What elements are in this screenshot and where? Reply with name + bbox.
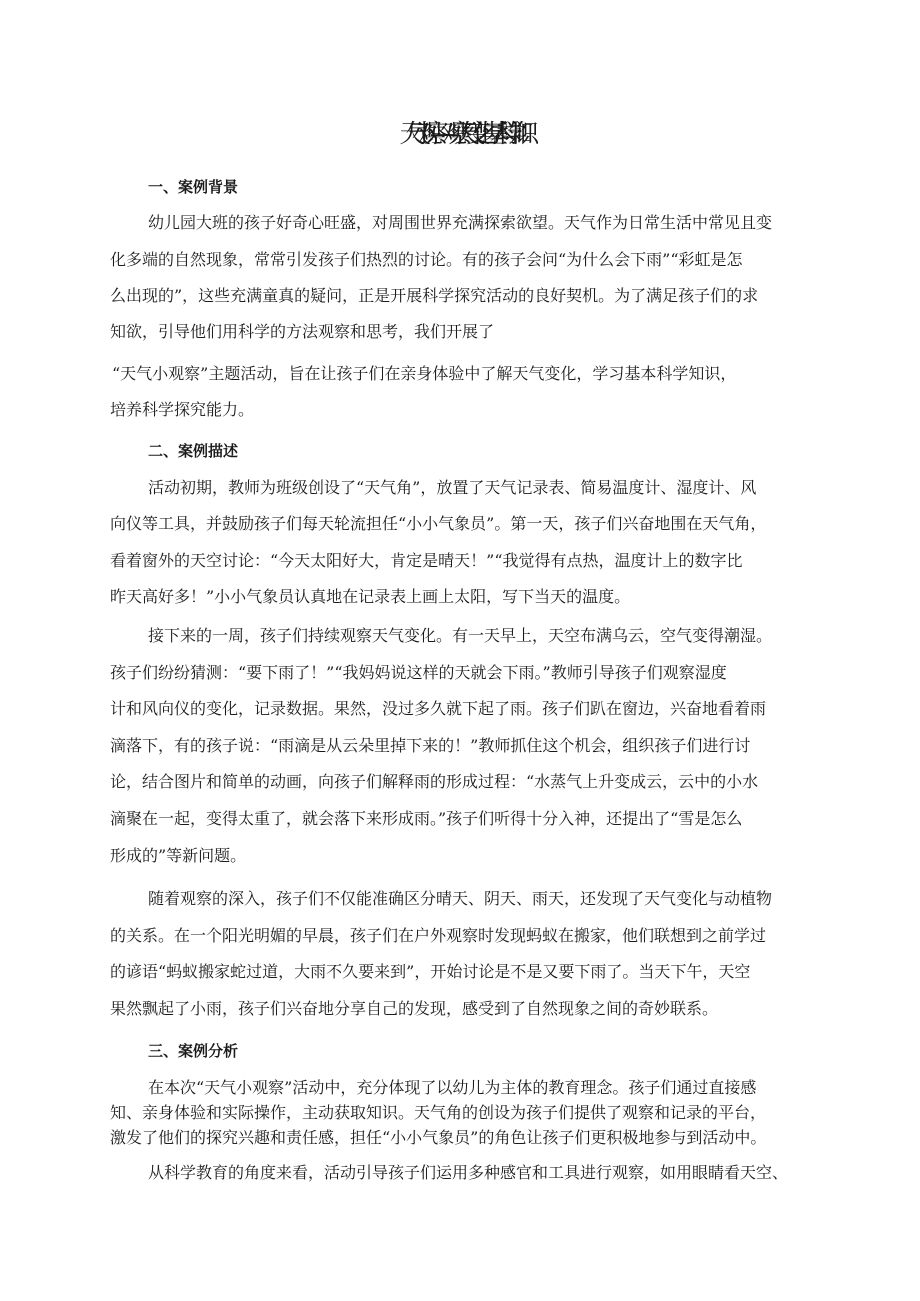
paragraph-line: 昨天高好多！”小小气象员认真地在记录表上画上太阳，写下当天的温度。	[110, 587, 631, 606]
paragraph-line: 培养科学探究能力。	[110, 400, 255, 419]
paragraph-line: 知欲，引导他们用科学的方法观察和思考，我们开展了	[110, 322, 495, 341]
paragraph-line: 果然飘起了小雨，孩子们兴奋地分享自己的发现，感受到了自然现象之间的奇妙联系。	[110, 999, 719, 1018]
paragraph-line: 形成的”等新问题。	[110, 846, 247, 865]
paragraph-line: 随着观察的深入，孩子们不仅能准确区分晴天、阴天、雨天，还发现了天气变化与动植物	[148, 889, 773, 908]
paragraph-line: 活动初期，教师为班级创设了“天气角”，放置了天气记录表、简易温度计、湿度计、风	[148, 478, 757, 497]
paragraph-line: 的谚语“蚂蚁搬家蛇过道，大雨不久要来到”，开始讨论是不是又要下雨了。当天下午，天空	[110, 962, 751, 981]
paragraph-line: 看着窗外的天空讨论：“今天太阳好大，肯定是晴天！”“我觉得有点热，温度计上的数字比	[110, 551, 743, 570]
paragraph-line: 从科学教育的角度来看，活动引导孩子们运用多种感官和工具进行观察，如用眼睛看天空、	[148, 1163, 789, 1182]
paragraph-line: 么出现的”，这些充满童真的疑问，正是开展科学探究活动的良好契机。为了满足孩子们的求	[110, 286, 759, 305]
section-heading-analysis: 三、案例分析	[148, 1042, 239, 1060]
section-heading-background: 一、案例背景	[148, 178, 239, 196]
paragraph-line: 幼儿园大班的孩子好奇心旺盛，对周围世界充满探索欲望。天气作为日常生活中常见且变	[148, 213, 773, 232]
section-heading-description: 二、案例描述	[148, 442, 239, 460]
paragraph-line: “天气小观察”主题活动，旨在让孩子们在亲身体验中了解天气变化，学习基本科学知识，	[112, 364, 737, 383]
paragraph-line: 激发了他们的探究兴趣和责任感，担任“小小气象员”的角色让孩子们更积极地参与到活动中。	[110, 1128, 767, 1147]
paragraph-line: 在本次“天气小观察”活动中，充分体现了以幼儿为主体的教育理念。孩子们通过直接感	[148, 1078, 757, 1097]
paragraph-line: 滴聚在一起，变得太重了，就会落下来形成雨。”孩子们听得十分入神，还提出了“雪是怎么	[110, 809, 743, 828]
paragraph-line: 的关系。在一个阳光明媚的早晨，孩子们在户外观察时发现蚂蚁在搬家，他们联想到之前学过	[110, 926, 767, 945]
paragraph-line: 计和风向仪的变化，记录数据。果然，没过多久就下起了雨。孩子们趴在窗边，兴奋地看着雨	[110, 699, 767, 718]
document-title: 天气小观察——观察天气变化与基本科学知识	[399, 119, 521, 148]
paragraph-line: 向仪等工具，并鼓励孩子们每天轮流担任“小小气象员”。第一天，孩子们兴奋地围在天气角，	[110, 514, 767, 533]
paragraph-line: 滴落下，有的孩子说：“雨滴是从云朵里掉下来的！”教师抓住这个机会，组织孩子们进行讨	[110, 736, 751, 755]
paragraph-line: 接下来的一周，孩子们持续观察天气变化。有一天早上，天空布满乌云，空气变得潮湿。	[148, 626, 773, 645]
paragraph-line: 孩子们纷纷猜测：“要下雨了！”“我妈妈说这样的天就会下雨。”教师引导孩子们观察湿度	[110, 663, 727, 682]
paragraph-line: 论，结合图片和简单的动画，向孩子们解释雨的形成过程：“水蒸气上升变成云，云中的小水	[110, 772, 759, 791]
paragraph-line: 化多端的自然现象，常常引发孩子们热烈的讨论。有的孩子会问“为什么会下雨”“彩虹是怎	[110, 250, 743, 269]
paragraph-line: 知、亲身体验和实际操作，主动获取知识。天气角的创设为孩子们提供了观察和记录的平台，	[110, 1103, 767, 1122]
